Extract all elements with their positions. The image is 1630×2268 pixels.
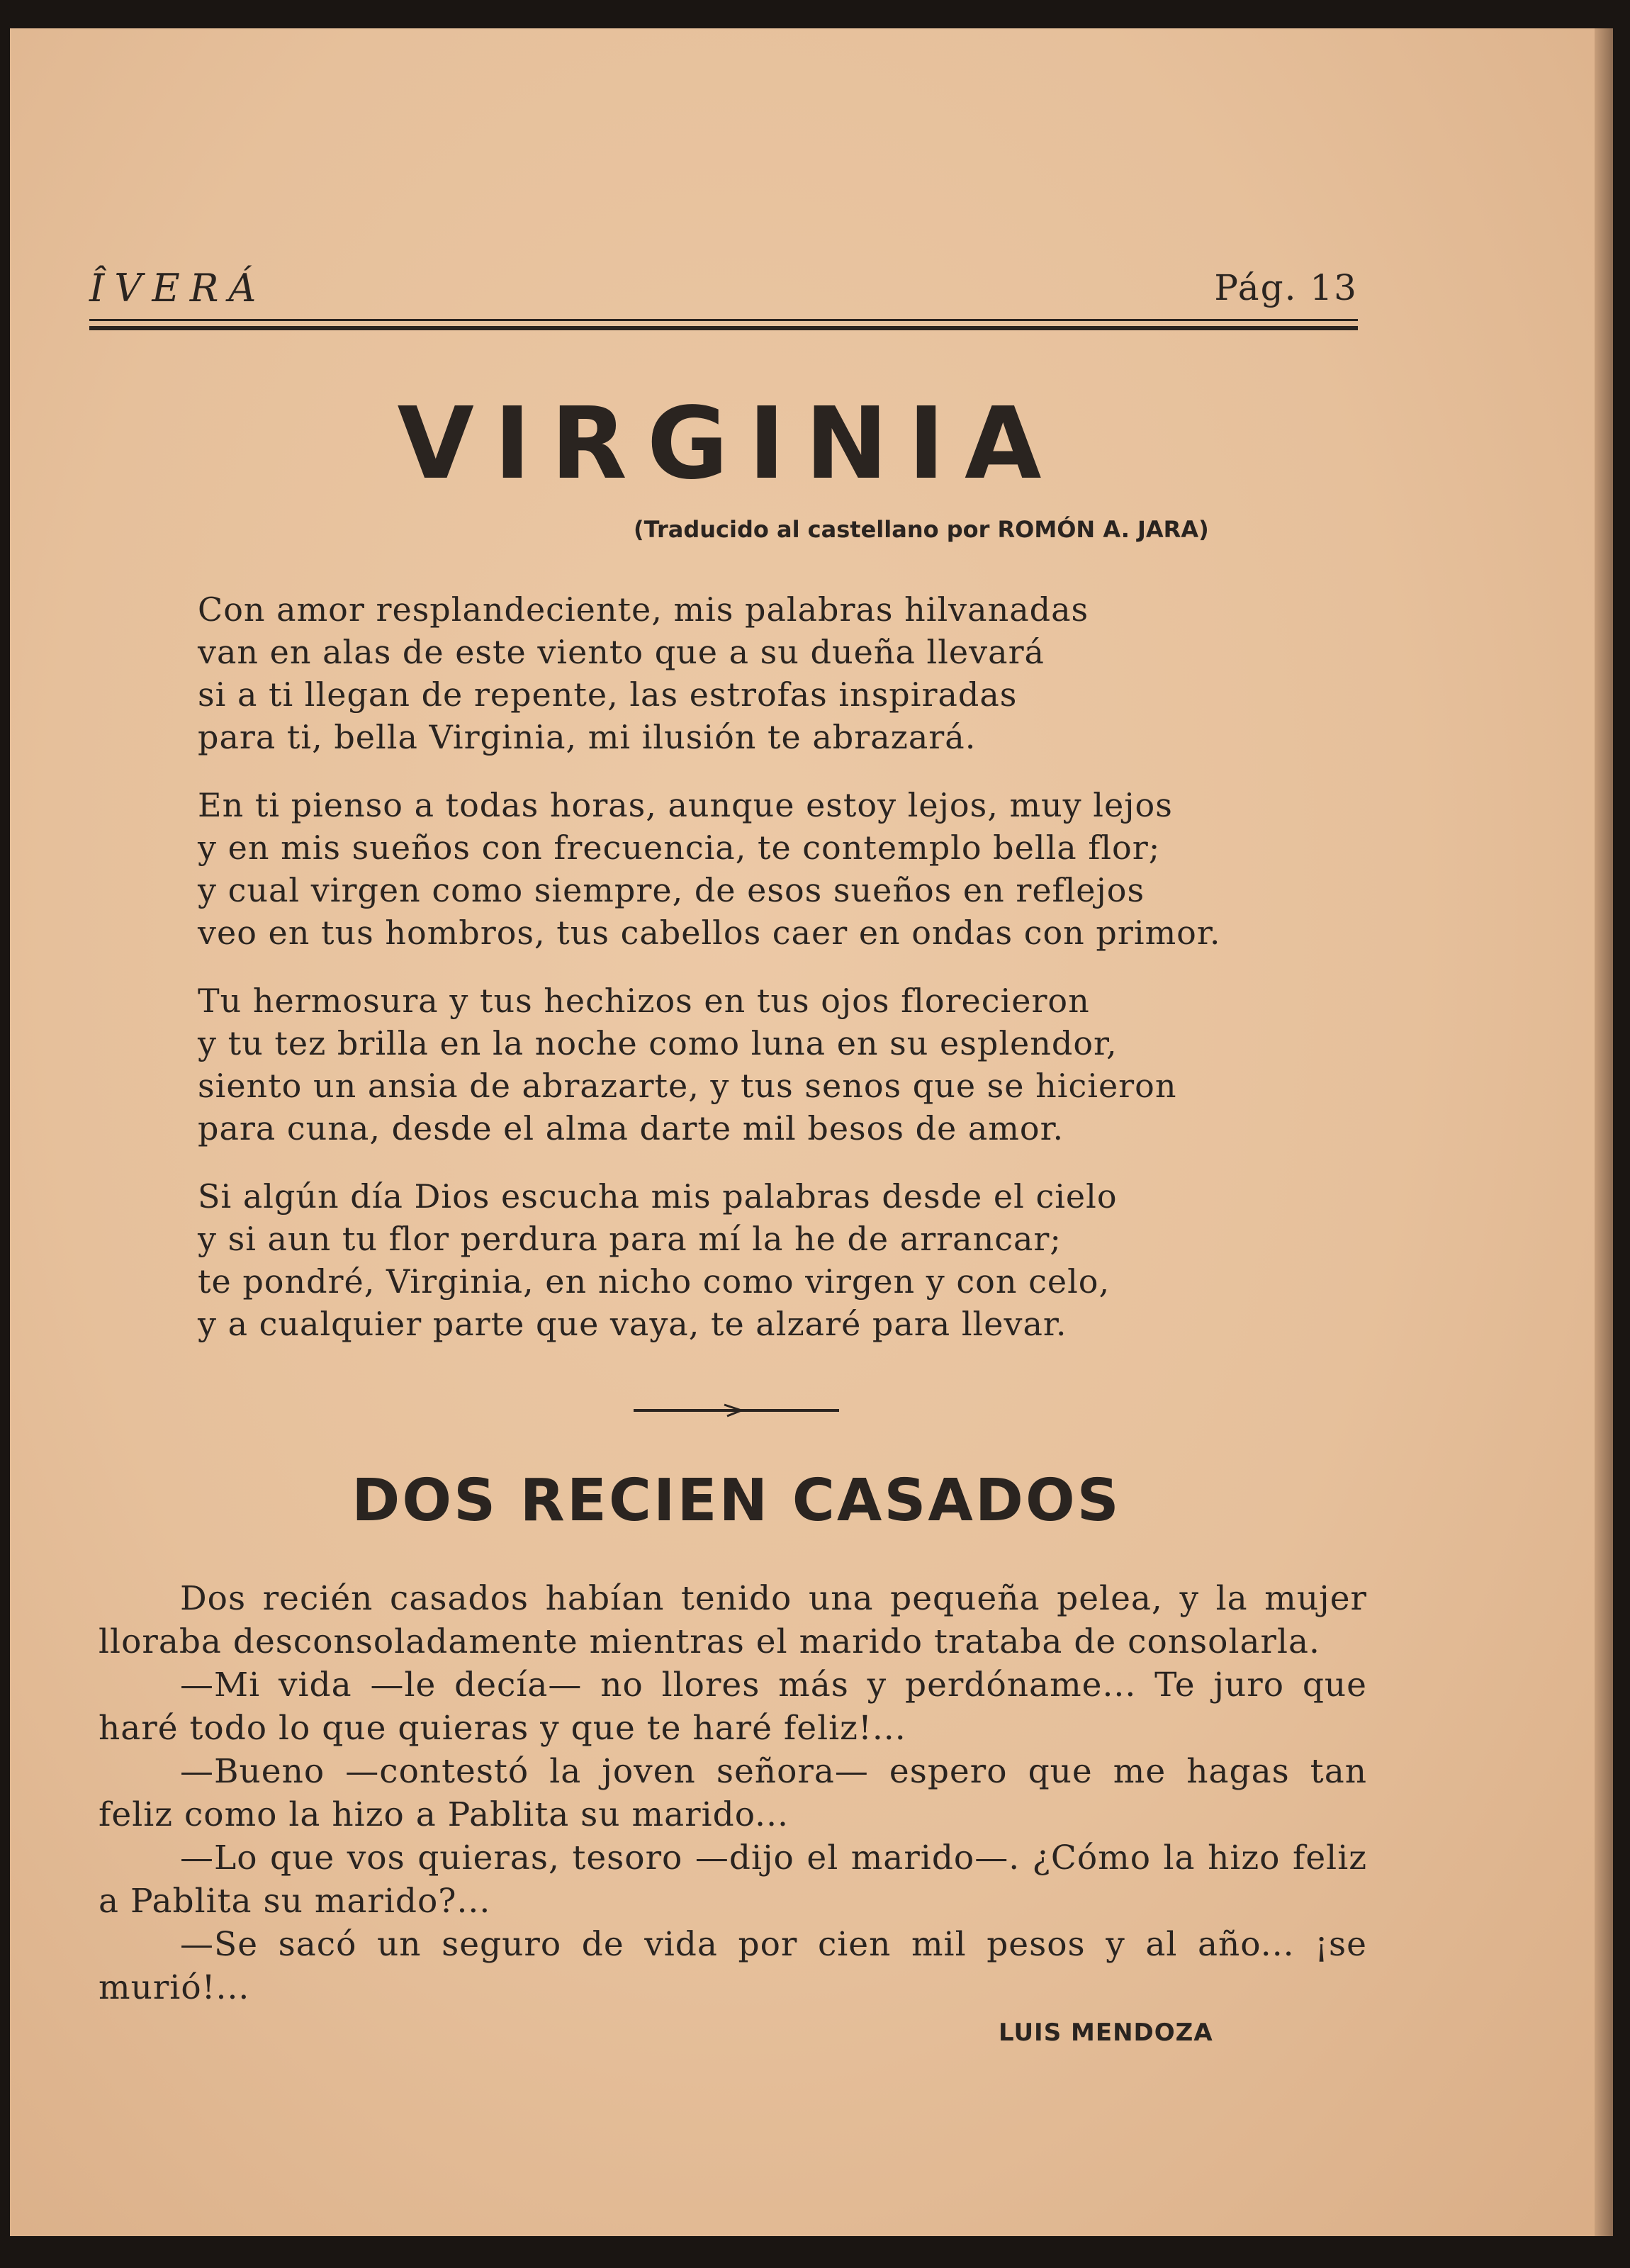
magazine-page	[10, 28, 1613, 2236]
story-paragraph: —Bueno —contestó la joven señora— espero que me hagas tan feliz como la hizo a Pablita su marido...	[99, 1752, 1367, 1834]
poem-line: te pondré, Virginia, en nicho como virgen y con celo,	[198, 1262, 1111, 1301]
story-title: DOS RECIEN CASADOS	[352, 1467, 1121, 1534]
page-edge	[1595, 28, 1613, 2236]
poem-line: y si aun tu flor perdura para mí la he de arrancar;	[198, 1220, 1062, 1258]
poem-line: para cuna, desde el alma darte mil besos de amor.	[198, 1109, 1064, 1147]
poem-translator-credit: (Traducido al castellano por ROMÓN A. JARA)	[634, 516, 1209, 543]
poem-line: Tu hermosura y tus hechizos en tus ojos florecieron	[198, 982, 1090, 1020]
poem-title: VIRGINIA	[397, 386, 1062, 502]
poem-stanza	[198, 588, 1332, 758]
poem-line: van en alas de este viento que a su dueña llevará	[198, 633, 1045, 671]
header-rule-thick	[89, 326, 1358, 330]
story-author: LUIS MENDOZA	[999, 2019, 1213, 2047]
poem-line: si a ti llegan de repente, las estrofas inspiradas	[198, 675, 1018, 714]
story-paragraph: —Se sacó un seguro de vida por cien mil pesos y al año... ¡se murió!...	[99, 1925, 1367, 2007]
page-header	[89, 266, 1358, 308]
story-body	[99, 1577, 1367, 2009]
magazine-name: ÎVERÁ	[89, 266, 266, 310]
page-number: Pág. 13	[1214, 267, 1358, 308]
poem-line: y cual virgen como siempre, de esos sueños en reflejos	[198, 871, 1145, 909]
poem-stanza	[198, 784, 1332, 954]
story-paragraph: —Mi vida —le decía— no llores más y perdóname... Te juro que haré todo lo que quieras y que te haré feliz!...	[99, 1666, 1367, 1748]
poem-line: y tu tez brilla en la noche como luna en su esplendor,	[198, 1024, 1118, 1062]
story-paragraph: Dos recién casados habían tenido una pequeña pelea, y la mujer lloraba desconsoladamente mientras el marido trataba de consolarla.	[99, 1579, 1367, 1661]
poem-line: para ti, bella Virginia, mi ilusión te abrazará.	[198, 718, 977, 756]
poem-line: veo en tus hombros, tus cabellos caer en ondas con primor.	[198, 914, 1221, 952]
header-rule-thin	[89, 319, 1358, 321]
section-divider-ornament	[634, 1396, 839, 1425]
poem-line: En ti pienso a todas horas, aunque estoy lejos, muy lejos	[198, 786, 1173, 824]
poem-body	[198, 588, 1332, 1371]
story-paragraph: —Lo que vos quieras, tesoro —dijo el marido—. ¿Cómo la hizo feliz a Pablita su marido?...	[99, 1838, 1367, 1921]
poem-line: y en mis sueños con frecuencia, te contemplo bella flor;	[198, 829, 1161, 867]
poem-line: Con amor resplandeciente, mis palabras hilvanadas	[198, 590, 1089, 629]
poem-line: y a cualquier parte que vaya, te alzaré para llevar.	[198, 1305, 1067, 1343]
poem-stanza	[198, 1175, 1332, 1345]
poem-line: siento un ansia de abrazarte, y tus senos que se hicieron	[198, 1067, 1177, 1105]
poem-stanza	[198, 979, 1332, 1150]
poem-line: Si algún día Dios escucha mis palabras desde el cielo	[198, 1177, 1118, 1216]
